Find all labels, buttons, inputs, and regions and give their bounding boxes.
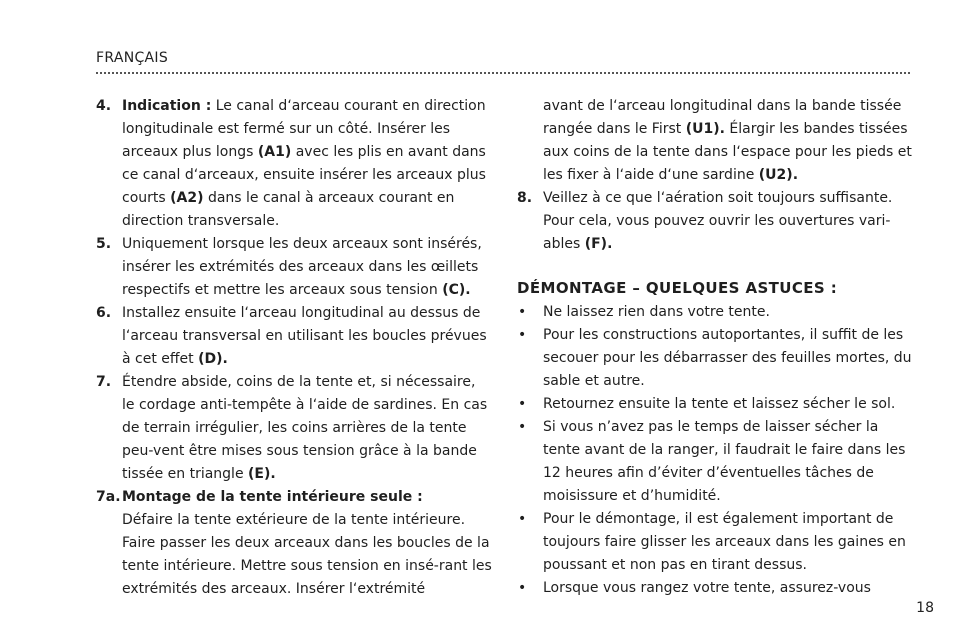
- dotted-divider: [96, 72, 910, 74]
- list-item: [517, 416, 913, 508]
- page-number: 18: [916, 600, 934, 616]
- section-language-label: FRANÇAIS: [96, 50, 169, 66]
- item-ref: (U2).: [758, 167, 799, 183]
- item-text: Défaire la tente extérieure de la tente intérieure. Faire passer les deux arceaux dans les boucles de la tente intérieure. Mettre sous tension en insé-rant les extrémités des arceaux. Insérer l‘extrémité: [122, 512, 492, 597]
- item-text: Installez ensuite l‘arceau longitudinal au dessus de l‘arceau transversal en utilisant les boucles prévues à cet effet: [122, 305, 487, 367]
- item-text: Le canal d‘arceau courant en direction longitudinale est fermé sur un côté. Insérer les arceaux plus longs: [122, 98, 486, 160]
- instruction-item-8: [517, 187, 913, 256]
- item-text: dans le canal à arceaux courant en direction transversale.: [122, 190, 455, 229]
- instruction-item-5: [96, 233, 492, 302]
- item-text: Étendre abside, coins de la tente et, si nécessaire, le cordage anti-tempête à l‘aide de sardines. En cas de terrain irrégulier, les coins arrières de la tente peu-vent être mises sous tension grâce à la bande tissée en triangle: [122, 374, 488, 482]
- item-text: avec les plis en avant dans ce canal d‘arceaux, ensuite insérer les arceaux plus courts: [122, 144, 486, 206]
- item-text: Uniquement lorsque les deux arceaux sont insérés, insérer les extrémités des arceaux dans les œillets respectifs et mettre les arceaux sous tension: [122, 236, 482, 298]
- item-number: 7.: [96, 374, 112, 390]
- bullet-icon: •: [518, 327, 527, 343]
- item-lead: Montage de la tente intérieure seule :: [122, 489, 423, 505]
- list-item-text: Lorsque vous rangez votre tente, assurez-vous: [543, 580, 871, 596]
- instruction-item-7a: [96, 486, 492, 601]
- section-heading: DÉMONTAGE – QUELQUES ASTUCES :: [517, 279, 838, 297]
- bullet-icon: •: [518, 396, 527, 412]
- list-item-text: Ne laissez rien dans votre tente.: [543, 304, 770, 320]
- item-text: Veillez à ce que l‘aération soit toujours suffisante. Pour cela, vous pouvez ouvrir les ouvertures vari-ables: [543, 190, 893, 252]
- item-text: Élargir les bandes tissées aux coins de la tente dans l‘espace pour les pieds et les fixer à l‘aide d‘une sardine: [543, 121, 912, 183]
- item-ref: (A1): [257, 144, 292, 160]
- item-ref: (E).: [248, 466, 276, 482]
- bullet-icon: •: [518, 511, 527, 527]
- list-item: [517, 393, 913, 416]
- item-text: avant de l‘arceau longitudinal dans la bande tissée rangée dans le First: [543, 98, 902, 137]
- item-number: 5.: [96, 236, 112, 252]
- item-number: 7a.: [96, 489, 121, 505]
- list-item-text: Pour le démontage, il est également important de toujours faire glisser les arceaux dans les gaines en poussant et non pas en tirant dessus.: [543, 511, 906, 573]
- bullet-icon: •: [518, 304, 527, 320]
- instruction-item-7: [96, 371, 492, 486]
- list-item-text: Pour les constructions autoportantes, il suffit de les secouer pour les débarrasser des feuilles mortes, du sable et autre.: [543, 327, 912, 389]
- item-ref: (U1).: [685, 121, 725, 137]
- item-lead: Indication :: [122, 98, 212, 114]
- list-item: [517, 577, 913, 600]
- left-text-column: [96, 95, 492, 601]
- list-item-text: Si vous n’avez pas le temps de laisser sécher la tente avant de la ranger, il faudrait le faire dans les 12 heures afin d’éviter d’éventuelles tâches de moisissure et d’humidité.: [543, 419, 906, 504]
- list-item: [517, 301, 913, 324]
- item-number: 4.: [96, 98, 112, 114]
- list-item: [517, 324, 913, 393]
- item-number: 8.: [517, 190, 533, 206]
- instruction-item-4: [96, 95, 492, 233]
- right-text-column: [517, 95, 913, 600]
- instruction-item-6: [96, 302, 492, 371]
- item-number: 6.: [96, 305, 112, 321]
- bullet-icon: •: [518, 419, 527, 435]
- bullet-icon: •: [518, 580, 527, 596]
- item-ref: (C).: [442, 282, 471, 298]
- item-ref: (A2): [170, 190, 204, 206]
- list-item: [517, 508, 913, 577]
- list-item-text: Retournez ensuite la tente et laissez sécher le sol.: [543, 396, 896, 412]
- item-ref: (F).: [584, 236, 613, 252]
- continued-text: [517, 95, 913, 187]
- item-ref: (D).: [198, 351, 228, 367]
